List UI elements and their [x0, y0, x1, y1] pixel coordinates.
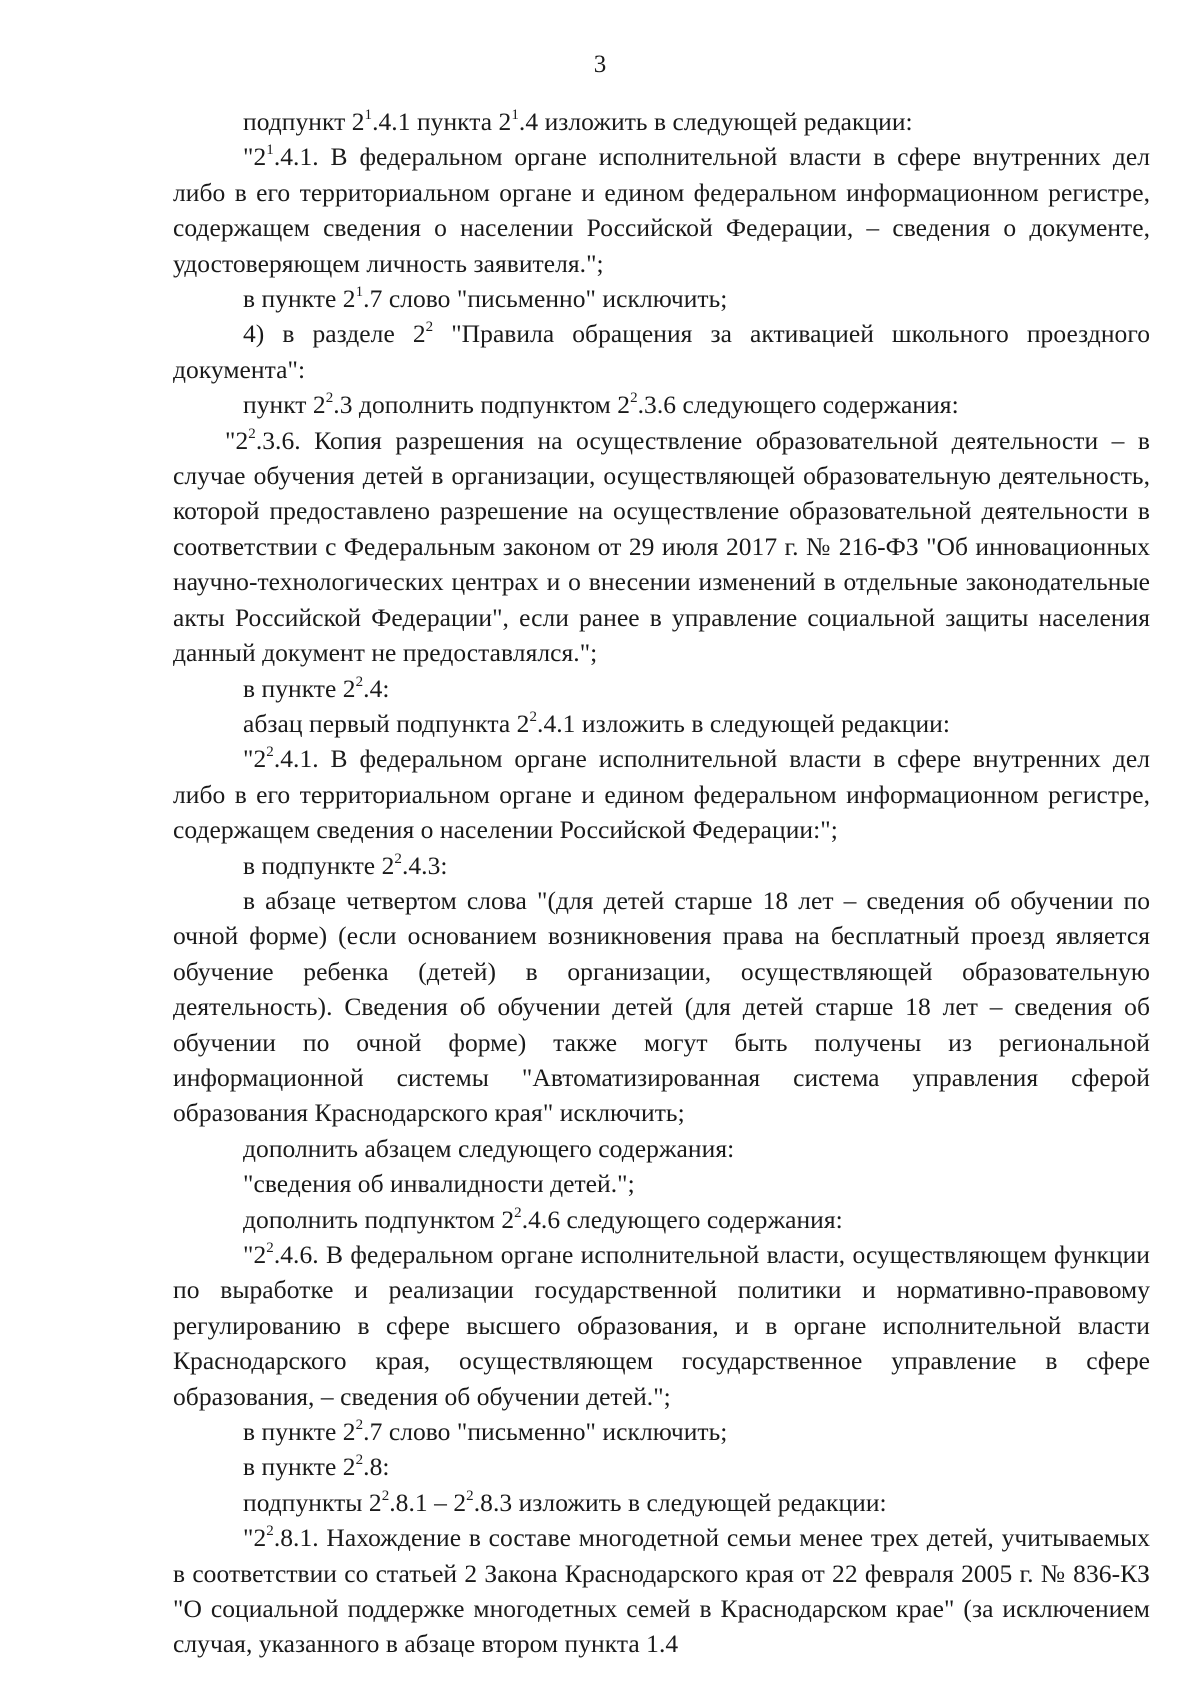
superscript: 2	[355, 1452, 364, 1469]
page-number: 3	[593, 51, 607, 78]
text-run: в абзаце четвертом слова "(для детей старше 18 лет – сведения об обучении по очной форме) (если основанием возникновения права на бесплатный проезд является обучение ребенка (детей) в организации, осуществляющей образовательную деятельность). Сведения об обучении детей (для детей старше 18 лет – сведения об обучении по очной форме) также могут быть получены из региональной информационной системы "Автоматизированная система управления сферой образования Краснодарского края" исключить;	[173, 885, 1150, 1128]
superscript: 2	[466, 1487, 474, 1504]
superscript: 2	[355, 1417, 364, 1434]
text-run: .3 дополнить подпунктом 2	[333, 390, 631, 420]
text-run: .7 слово "письменно" исключить;	[363, 1417, 728, 1447]
text-run: в пункте 2	[243, 673, 356, 703]
superscript: 2	[425, 319, 434, 336]
document-body	[173, 104, 1150, 1662]
text-run: "2	[225, 425, 249, 455]
text-run: .8:	[363, 1452, 390, 1482]
text-run: в пункте 2	[243, 1452, 356, 1482]
text-run: "Правила обращения за активацией школьного проездного документа":	[173, 319, 1150, 384]
superscript: 1	[364, 107, 373, 123]
superscript: 2	[325, 390, 334, 407]
text-run: в подпункте 2	[243, 850, 395, 880]
paragraph	[173, 423, 1150, 671]
superscript: 2	[355, 673, 364, 690]
text-run: абзац первый подпункта 2	[243, 708, 530, 738]
paragraph	[173, 883, 1150, 1131]
superscript: 2	[266, 744, 274, 761]
paragraph	[173, 1449, 1150, 1484]
text-run: "2	[243, 142, 267, 172]
superscript: 2	[394, 850, 402, 867]
text-run: "сведения об инвалидности детей.";	[243, 1169, 635, 1199]
superscript: 2	[630, 390, 638, 407]
text-run: .4.1 изложить в следующей редакции:	[537, 708, 950, 738]
text-run: дополнить подпунктом 2	[243, 1204, 515, 1234]
text-run: "2	[243, 744, 267, 774]
text-run: .3.6 следующего содержания:	[637, 390, 959, 420]
text-run: .4.6. В федеральном органе исполнительной власти, осуществляющем функции по выработке и реализации государственной политики и нормативно-правовому регулированию в сфере высшего образования, и в органе исполнительной власти Краснодарского края, осуществляющем государственное управление в сфере образования, – сведения об обучении детей.";	[173, 1240, 1150, 1411]
paragraph	[173, 671, 1150, 706]
text-run: .4.3:	[401, 850, 448, 880]
superscript: 1	[266, 142, 274, 159]
text-run: .4.6 следующего содержания:	[521, 1204, 843, 1234]
text-run: .8.1. Нахождение в составе многодетной семьи менее трех детей, учитываемых в соответствии со статьей 2 Закона Краснодарского края от 22 февраля 2005 г. № 836-КЗ "О социальной поддержке многодетных семей в Краснодарском крае" (за исключением случая, указанного в абзаце втором пункта 1.4	[173, 1523, 1150, 1659]
superscript: 1	[511, 107, 519, 123]
text-run: в пункте 2	[243, 1417, 356, 1447]
text-run: .4:	[363, 673, 390, 703]
superscript: 2	[266, 1523, 274, 1540]
superscript: 2	[248, 425, 256, 442]
paragraph	[173, 1237, 1150, 1414]
paragraph	[173, 1485, 1150, 1520]
text-run: .8.3 изложить в следующей редакции:	[473, 1487, 887, 1517]
paragraph	[173, 741, 1150, 847]
text-run: .4.1. В федеральном органе исполнительной власти в сфере внутренних дел либо в его территориальном органе и едином федеральном информационном регистре, содержащем сведения о населении Российской Федерации, – сведения о документе, удостоверяющем личность заявителя.";	[173, 142, 1150, 278]
text-run: пункт 2	[243, 390, 326, 420]
paragraph	[173, 139, 1150, 281]
text-run: "2	[243, 1240, 267, 1269]
text-run: .8.1 – 2	[389, 1487, 467, 1517]
paragraph	[173, 281, 1150, 316]
superscript: 1	[355, 284, 364, 301]
paragraph	[173, 1520, 1150, 1662]
paragraph	[173, 1414, 1150, 1449]
text-run: дополнить абзацем следующего содержания:	[243, 1133, 735, 1163]
paragraph	[173, 1131, 1150, 1166]
text-run: .3.6. Копия разрешения на осуществление образовательной деятельности – в случае обучения детей в организации, осуществляющей образовательную деятельность, которой предоставлено разрешение на осуществление образовательной деятельности в соответствии с Федеральным законом от 29 июля 2017 г. № 216-ФЗ "Об инновационных научно-технологических центрах и о внесении изменений в отдельные законодательные акты Российской Федерации", если ранее в управление социальной защиты населения данный документ не предоставлялся.";	[173, 425, 1150, 668]
text-run: .4 изложить в следующей редакции:	[518, 107, 913, 136]
paragraph	[173, 1202, 1150, 1237]
text-run: подпункт 2	[243, 107, 365, 136]
text-run: .7 слово "письменно" исключить;	[363, 284, 728, 314]
paragraph	[173, 848, 1150, 883]
paragraph	[173, 387, 1150, 422]
text-run: 4) в разделе 2	[243, 319, 426, 349]
text-run: подпункты 2	[243, 1487, 382, 1517]
text-run: .4.1 пункта 2	[372, 107, 512, 136]
superscript: 2	[266, 1240, 274, 1256]
paragraph	[173, 104, 1150, 139]
text-run: "2	[243, 1523, 267, 1553]
superscript: 2	[529, 708, 538, 725]
paragraph	[173, 1166, 1150, 1201]
text-run: .4.1. В федеральном органе исполнительной власти в сфере внутренних дел либо в его территориальном органе и едином федеральном информационном регистре, содержащем сведения о населении Российской Федерации:";	[173, 744, 1150, 845]
paragraph	[173, 706, 1150, 741]
text-run: в пункте 2	[243, 284, 356, 314]
paragraph	[173, 316, 1150, 387]
superscript: 2	[381, 1487, 390, 1504]
superscript: 2	[514, 1204, 522, 1221]
